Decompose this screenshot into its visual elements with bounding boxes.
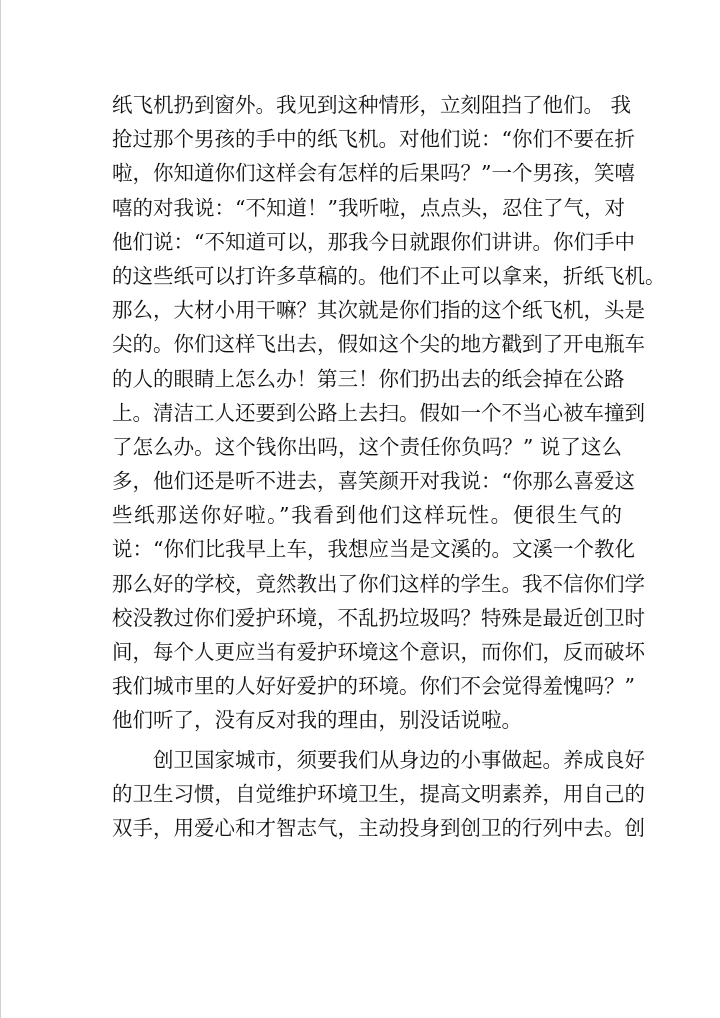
text-line: 说：“你们比我早上车，我想应当是文溪的。文溪一个教化 [112,537,635,562]
text-line: 他们听了，没有反对我的理由，别没话说啦。 [112,708,522,733]
text-line: 嘻的对我说：“不知道！”我听啦，点点头，忍住了气，对 [112,195,625,220]
text-line: 那么，大材小用干嘛？其次就是你们指的这个纸飞机，头是 [112,298,645,323]
text-line: 双手，用爱心和才智志气，主动投身到创卫的行列中去。创 [112,815,645,840]
text-line: 抢过那个男孩的手中的纸飞机。对他们说：“你们不要在折 [112,127,635,152]
text-line: 间，每个人更应当有爱护环境这个意识，而你们，反而破坏 [112,640,645,664]
text-line: 多，他们还是听不进去，喜笑颜开对我说：“你那么喜爱这 [112,469,635,494]
text-line: 些纸那送你好啦。”我看到他们这样玩性。便很生气的 [112,503,622,528]
text-line: 了怎么办。这个钱你出吗，这个责任你负吗？” 说了这么 [112,434,622,459]
text-line: 我们城市里的人好好爱护的环境。你们不会觉得羞愧吗？” [112,674,635,699]
text-line: 的卫生习惯，自觉维护环境卫生，提高文明素养，用自己的 [112,781,645,806]
paragraph-2 [112,743,645,846]
paragraph-1 [112,88,666,738]
text-line: 的这些纸可以打许多草稿的。他们不止可以拿来，折纸飞机。 [112,263,666,288]
text-line: 校没教过你们爱护环境，不乱扔垃圾吗？特殊是最近创卫时 [112,605,645,630]
text-line: 他们说：“不知道可以，那我今日就跟你们讲讲。你们手中 [112,229,635,254]
text-line: 纸飞机扔到窗外。我见到这种情形，立刻阻挡了他们。 我 [112,93,632,117]
text-line: 的人的眼睛上怎么办！第三！你们扔出去的纸会掉在公路 [112,366,625,391]
text-line: 尖的。你们这样飞出去，假如这个尖的地方戳到了开电瓶车 [112,332,645,357]
text-line: 啦，你知道你们这样会有怎样的后果吗？”一个男孩，笑嘻 [112,161,635,186]
text-line: 上。清洁工人还要到公路上去扫。假如一个不当心被车撞到 [112,400,645,425]
body-text [112,88,666,845]
text-line: 那么好的学校，竟然教出了你们这样的学生。我不信你们学 [112,571,645,596]
text-line: 创卫国家城市，须要我们从身边的小事做起。养成良好 [112,747,645,772]
